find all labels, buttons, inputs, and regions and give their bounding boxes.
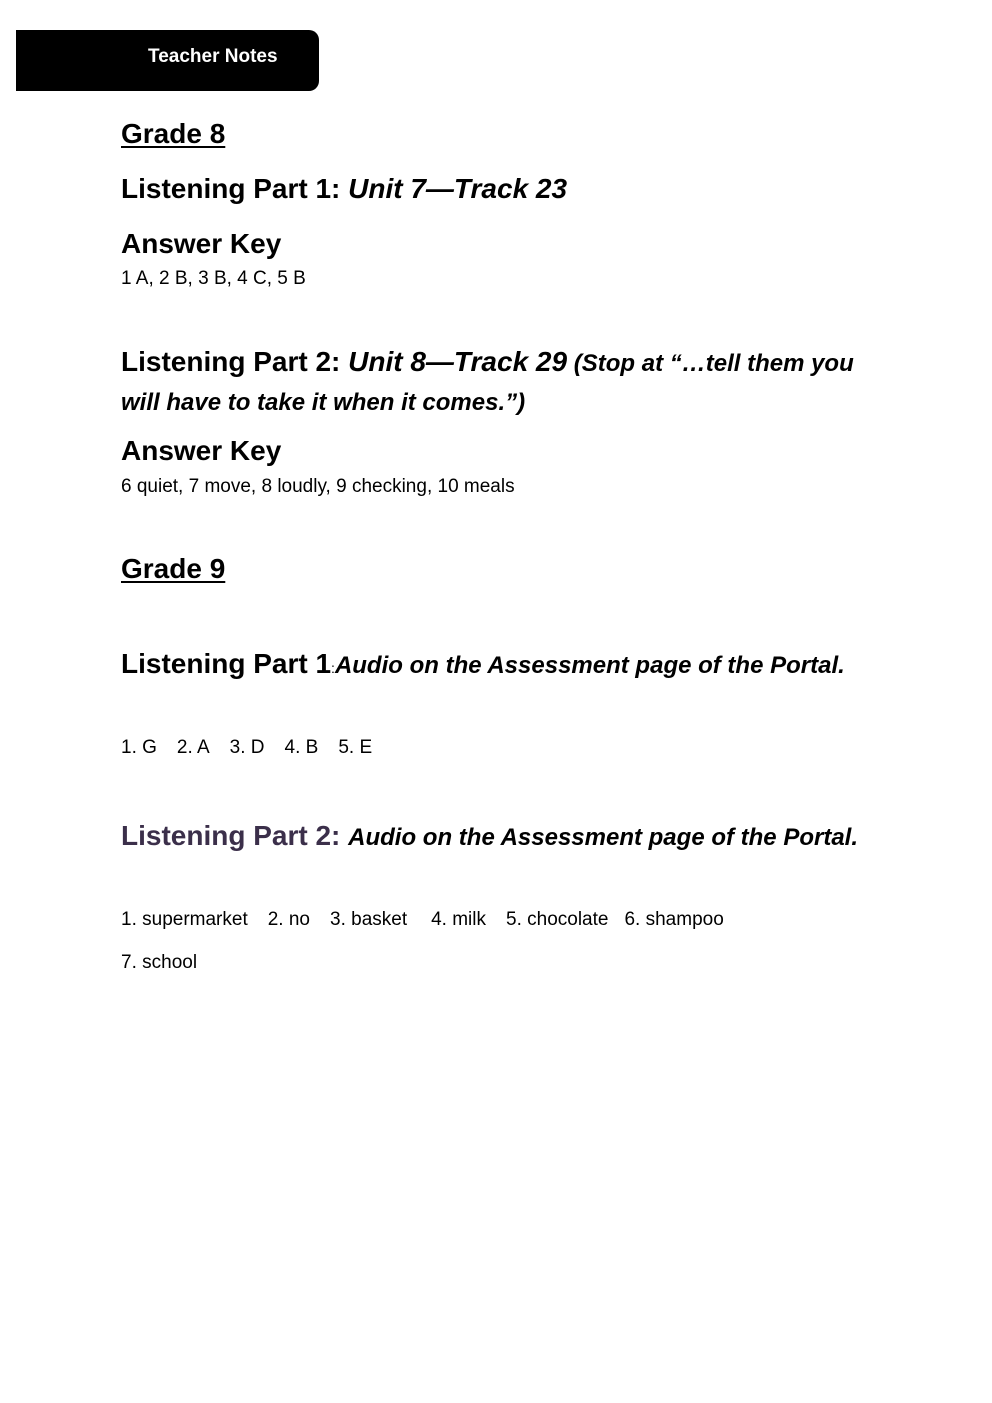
answer-item: 3. basket	[330, 909, 408, 930]
grade-8-part-2-answer-key-title: Answer Key	[121, 435, 282, 466]
answer-item: 4. B	[284, 737, 319, 758]
grade-8-part-2-answers: 6 quiet, 7 move, 8 loudly, 9 checking, 10 meals	[121, 476, 515, 497]
track-label: Unit 7—Track 23	[348, 173, 568, 204]
audio-note: Audio on the Assessment page of the Portal.	[334, 652, 845, 679]
answer-item: 3. D	[229, 737, 265, 758]
heading-lead: Listening Part 1	[121, 648, 332, 679]
grade-8-title: Grade 8	[121, 118, 226, 149]
answer-item: 5. E	[338, 737, 373, 758]
grade-8-part-2-heading	[121, 343, 881, 421]
track-label: Unit 8—Track 29	[348, 346, 568, 377]
answer-item: 1. supermarket	[121, 909, 248, 930]
answer-item: 5. chocolate	[506, 909, 609, 930]
heading-lead: Listening Part 2:	[121, 346, 349, 377]
grade-9-part-2-answers-line-2: 7. school	[121, 952, 198, 973]
stop-note: (Stop at “…tell them you will have to take it when it comes.”)	[121, 350, 854, 416]
answer-item: 4. milk	[431, 909, 487, 930]
heading-lead: Listening Part 1:	[121, 173, 349, 204]
grade-8-part-1-heading	[121, 170, 567, 207]
grade-9-part-1-heading	[121, 645, 881, 687]
grade-8-part-1-answer-key-title: Answer Key	[121, 228, 282, 259]
heading-colon: :	[331, 660, 335, 676]
teacher-notes-label: Teacher Notes	[148, 46, 278, 67]
grade-9-part-1-answers	[121, 737, 372, 759]
answer-item: 1. G	[121, 737, 157, 758]
grade-9-title: Grade 9	[121, 553, 226, 584]
heading-lead: Listening Part 2:	[121, 820, 349, 851]
answer-item: 2. A	[176, 737, 210, 758]
grade-8-part-1-answers: 1 A, 2 B, 3 B, 4 C, 5 B	[121, 268, 306, 289]
audio-note: Audio on the Assessment page of the Portal.	[348, 824, 859, 851]
grade-9-part-2-heading	[121, 820, 881, 854]
answer-item: 6. shampoo	[624, 909, 724, 930]
answer-item: 2. no	[267, 909, 310, 930]
grade-9-part-2-answers-line-1	[121, 909, 724, 931]
